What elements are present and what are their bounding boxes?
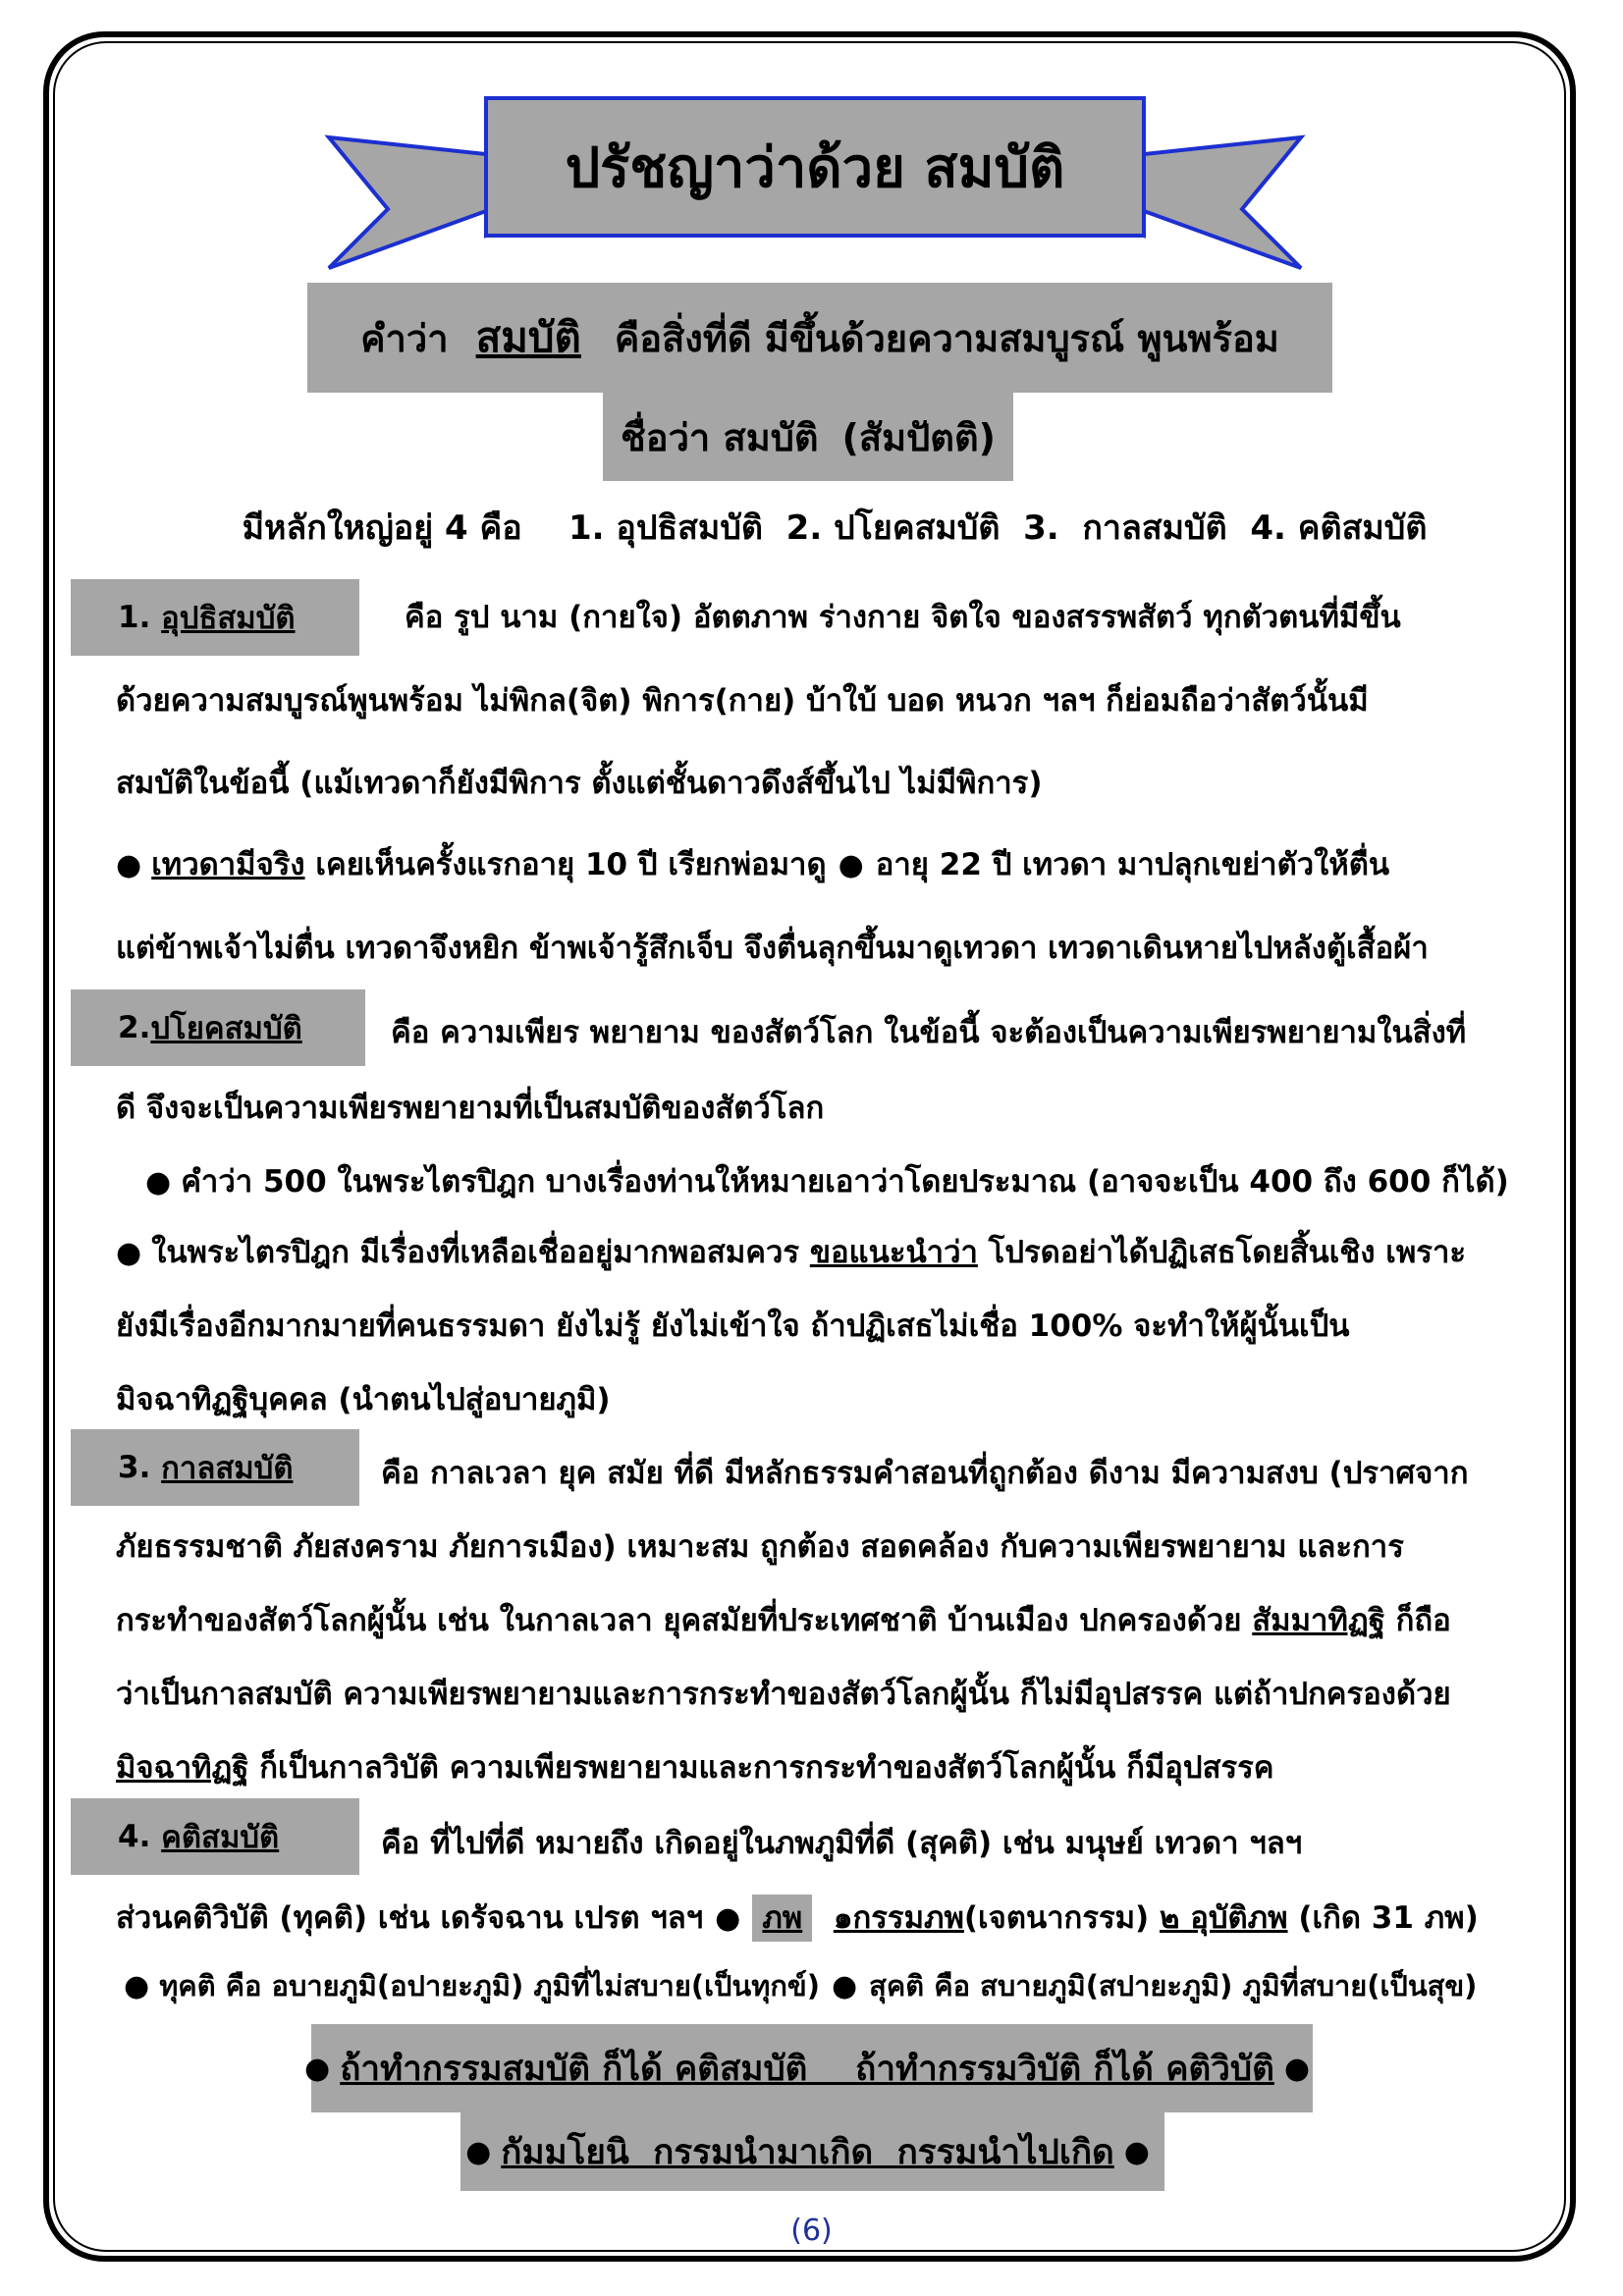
bullet-icon: ●	[838, 848, 864, 882]
definition-called: ชื่อว่า สมบัติ	[620, 415, 819, 459]
section-3-line-1: คือ กาลเวลา ยุค สมัย ที่ดี มีหลักธรรมคำสอนที่ถูกต้อง ดีงาม มีความสงบ (ปราศจาก	[381, 1456, 1469, 1491]
definition-word: สมบัติ	[475, 313, 581, 361]
bullet-icon: ●	[304, 2051, 331, 2086]
section-3-line-5b: ก็เป็นกาลวิบัติ ความเพียรพยายามและการกระทำของสัตว์โลกผู้นั้น ก็มีอุปสรรค	[248, 1750, 1274, 1786]
section-2-line-2: ดี จึงจะเป็นความเพียรพยายามที่เป็นสมบัติของสัตว์โลก	[116, 1091, 825, 1126]
footer-box-2	[460, 2112, 1164, 2191]
section-1-line-2: ด้วยความสมบูรณ์พูนพร้อม ไม่พิกล(จิต) พิการ(กาย) บ้าใบ้ บอด หนวก ฯลฯ ก็ย่อมถือว่าสัตว์นั้นมี	[116, 683, 1369, 719]
definition-pali: (สัมปัตติ)	[841, 415, 996, 459]
section-2-number: 2.	[118, 1010, 151, 1045]
section-3-number: 3.	[118, 1450, 151, 1485]
section-3-line-3b: ก็ถือ	[1384, 1603, 1451, 1638]
section-4-line-2a: ส่วนคติวิบัติ (ทุคติ) เช่น เดรัจฉาน เปรต ฯลฯ	[116, 1900, 704, 1936]
section-1-line-5: แต่ข้าพเจ้าไม่ตื่น เทวดาจึงหยิก ข้าพเจ้ารู้สึกเจ็บ จึงตื่นลุกขึ้นมาดูเทวดา เทวดาเดินหายไปหลังตู้เสื้อผ้า	[116, 931, 1429, 966]
footer-line-2: กัมมโยนิ กรรมนำมาเกิด กรรมนำไปเกิด	[501, 2132, 1114, 2172]
section-2-line-4b: โปรดอย่าได้ปฏิเสธโดยสิ้นเชิง เพราะ	[977, 1235, 1466, 1270]
section-1-line-4a: เคยเห็นครั้งแรกอายุ 10 ปี เรียกพ่อมาดู	[304, 847, 827, 882]
section-4-upapatti-bhop-note: (เกิด 31 ภพ)	[1287, 1900, 1479, 1936]
section-4-line-1: คือ ที่ไปที่ดี หมายถึง เกิดอยู่ในภพภูมิที่ดี (สุคติ) เช่น มนุษย์ เทวดา ฯลฯ	[381, 1826, 1303, 1861]
section-4-bhop-box: ภพ	[752, 1895, 812, 1942]
section-3-name: กาลสมบัติ	[161, 1451, 294, 1486]
principles-summary: มีหลักใหญ่อยู่ 4 คือ 1. อุปธิสมบัติ 2. ปโยคสมบัติ 3. กาลสมบัติ 4. คติสมบัติ	[242, 508, 1428, 548]
bullet-icon: ●	[116, 848, 142, 882]
bullet-icon: ●	[831, 1969, 858, 2003]
bullet-icon: ●	[145, 1165, 172, 1200]
page-title: ปรัชญาว่าด้วย สมบัติ	[565, 135, 1065, 200]
section-2-name: ปโยคสมบัติ	[150, 1011, 302, 1046]
section-4-line-2	[116, 1893, 1530, 1942]
bullet-icon: ●	[1283, 2051, 1311, 2086]
section-4-name: คติสมบัติ	[161, 1820, 280, 1855]
section-1-line-3: สมบัติในข้อนี้ (แม้เทวดาก็ยังมีพิการ ตั้งแต่ชั้นดาวดึงส์ขึ้นไป ไม่มีพิการ)	[116, 766, 1043, 801]
bullet-icon: ●	[715, 1901, 741, 1936]
definition-box	[307, 283, 1332, 393]
section-3-line-4: ว่าเป็นกาลสมบัติ ความเพียรพยายามและการกระทำของสัตว์โลกผู้นั้น ก็ไม่มีอุปสรรค แต่ถ้าปกครองด้วย	[116, 1677, 1451, 1712]
footer-line-1: ถ้าทำกรรมสมบัติ ก็ได้ คติสมบัติ ถ้าทำกรรมวิบัติ ก็ได้ คติวิบัติ	[340, 2049, 1274, 2089]
section-2-line-3	[145, 1156, 1559, 1205]
section-1-label	[71, 579, 359, 656]
section-1-highlight: เทวดามีจริง	[151, 847, 305, 882]
section-3-highlight-right-view: สัมมาทิฏฐิ	[1252, 1603, 1385, 1638]
section-1-line-4	[116, 839, 1530, 888]
section-2-line-4	[116, 1227, 1530, 1276]
section-3-highlight-wrong-view: มิจฉาทิฏฐิ	[116, 1750, 249, 1786]
bullet-icon: ●	[116, 1236, 142, 1270]
section-3-line-2: ภัยธรรมชาติ ภัยสงคราม ภัยการเมือง) เหมาะสม ถูกต้อง สอดคล้อง กับความเพียรพยายาม และการ	[116, 1529, 1404, 1565]
definition-prefix: คำว่า	[360, 316, 449, 360]
section-1-line-1: คือ รูป นาม (กายใจ) อัตตภาพ ร่างกาย จิตใจ ของสรรพสัตว์ ทุกตัวตนที่มีขึ้น	[405, 600, 1401, 635]
section-4-line-3a: ทุคติ คือ อบายภูมิ(อปายะภูมิ) ภูมิที่ไม่สบาย(เป็นทุกข์)	[159, 1969, 820, 2002]
section-2-line-5: ยังมีเรื่องอีกมากมายที่คนธรรมดา ยังไม่รู้ ยังไม่เข้าใจ ถ้าปฏิเสธไม่เชื่อ 100% จะทำให้ผู้นั้นเป็น	[116, 1308, 1350, 1344]
section-2-line-6: มิจฉาทิฏฐิบุคคล (นำตนไปสู่อบายภูมิ)	[116, 1382, 611, 1417]
bullet-icon: ●	[124, 1969, 150, 2003]
section-4-line-3b: สุคติ คือ สบายภูมิ(สปายะภูมิ) ภูมิที่สบาย(เป็นสุข)	[869, 1969, 1478, 2002]
footer-box-1	[304, 2024, 1313, 2112]
section-1-line-4b: อายุ 22 ปี เทวดา มาปลุกเขย่าตัวให้ตื่น	[875, 847, 1390, 882]
section-2-line-4a: ในพระไตรปิฎก มีเรื่องที่เหลือเชื่ออยู่มากพอสมควร	[151, 1235, 810, 1270]
section-2-line-3-text: คำว่า 500 ในพระไตรปิฎก บางเรื่องท่านให้หมายเอาว่าโดยประมาณ (อาจจะเป็น 400 ถึง 600 ก็ได้)	[181, 1164, 1509, 1200]
bullet-icon: ●	[465, 2134, 492, 2169]
section-4-line-3	[124, 1963, 1538, 2008]
section-4-kamma-bhop: ๑กรรมภพ	[833, 1900, 964, 1936]
section-4-upapatti-bhop: ๒ อุบัติภพ	[1160, 1900, 1288, 1936]
section-1-name: อุปธิสมบัติ	[161, 601, 296, 636]
page-number: (6)	[790, 2214, 833, 2248]
section-3-line-3a: กระทำของสัตว์โลกผู้นั้น เช่น ในกาลเวลา ยุคสมัยที่ประเทศชาติ บ้านเมือง ปกครองด้วย	[116, 1603, 1253, 1638]
section-3-line-3	[116, 1595, 1530, 1644]
section-4-number: 4.	[118, 1819, 151, 1854]
section-4-kamma-bhop-note: (เจตนากรรม)	[963, 1900, 1161, 1936]
section-4-label	[71, 1798, 359, 1875]
section-3-line-5	[116, 1742, 1530, 1791]
definition-name-box	[603, 393, 1013, 481]
section-2-line-1: คือ ความเพียร พยายาม ของสัตว์โลก ในข้อนี้ จะต้องเป็นความเพียรพยายามในสิ่งที่	[391, 1015, 1467, 1050]
section-2-highlight: ขอแนะนำว่า	[809, 1235, 978, 1270]
definition-meaning: คือสิ่งที่ดี มีขึ้นด้วยความสมบูรณ์ พูนพร้อม	[614, 316, 1279, 360]
bullet-icon: ●	[1123, 2134, 1150, 2169]
section-3-label	[71, 1429, 359, 1506]
section-1-number: 1.	[118, 600, 151, 635]
section-2-label	[71, 989, 365, 1066]
